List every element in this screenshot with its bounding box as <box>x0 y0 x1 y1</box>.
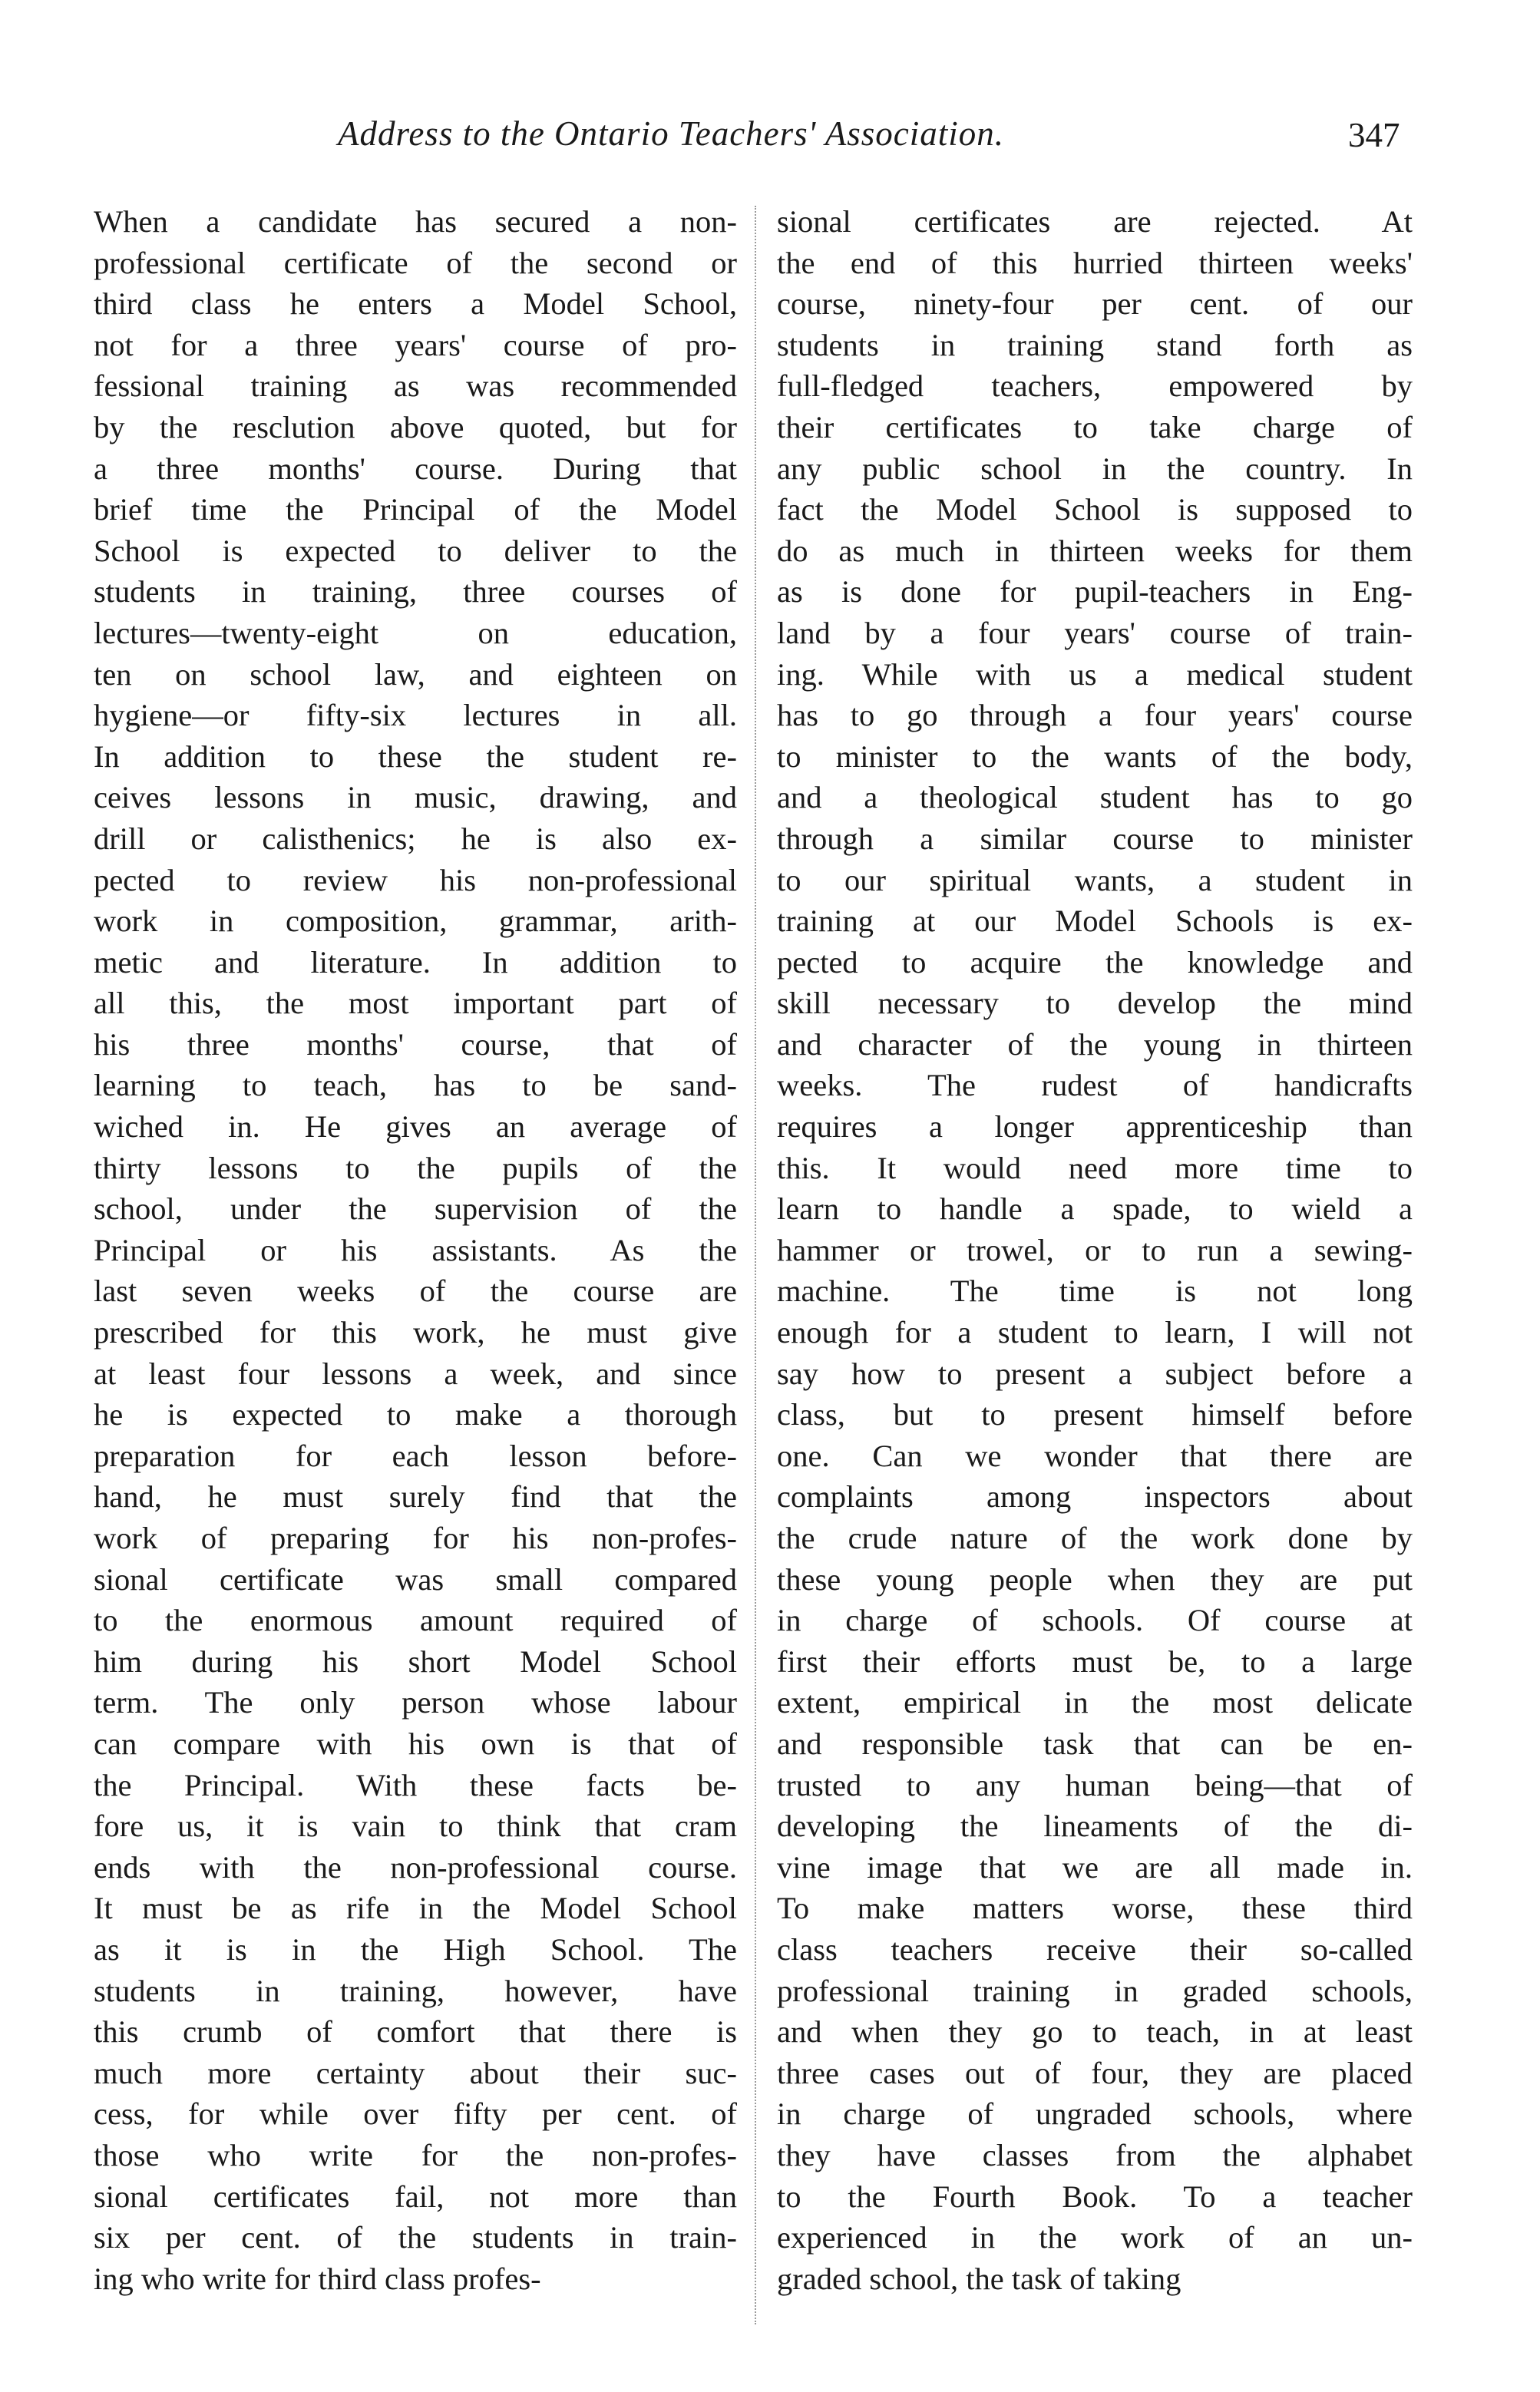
text-line: professional certificate of the second or <box>94 245 737 280</box>
text-line: enough for a student to learn, I will not <box>777 1315 1413 1350</box>
text-line: and when they go to teach, in at least <box>777 2014 1413 2050</box>
text-line: learning to teach, has to be sand- <box>94 1068 737 1103</box>
text-line: students in training, three courses of <box>94 574 737 610</box>
text-line: students in training stand forth as <box>777 327 1413 362</box>
text-line: term. The only person whose labour <box>94 1685 737 1720</box>
text-line: the end of this hurried thirteen weeks' <box>777 245 1413 280</box>
text-line: professional training in graded schools, <box>777 1973 1413 2008</box>
text-line: all this, the most important part of <box>94 986 737 1021</box>
text-line: metic and literature. In addition to <box>94 944 737 980</box>
text-line: drill or calisthenics; he is also ex- <box>94 821 737 856</box>
text-line: fore us, it is vain to think that cram <box>94 1809 737 1844</box>
text-line: not for a three years' course of pro- <box>94 327 737 362</box>
text-line: class, but to present himself before <box>777 1397 1413 1432</box>
text-line: ends with the non-professional course. <box>94 1849 737 1885</box>
text-line: in charge of ungraded schools, where <box>777 2096 1413 2132</box>
text-line: at least four lessons a week, and since <box>94 1356 737 1391</box>
text-line: fact the Model School is supposed to <box>777 492 1413 527</box>
text-line: ceives lessons in music, drawing, and <box>94 780 737 815</box>
text-line: ing who write for third class profes- <box>94 2261 541 2296</box>
left-text-column <box>94 201 737 2299</box>
text-line: When a candidate has secured a non- <box>94 204 737 239</box>
text-line: as is done for pupil-teachers in Eng- <box>777 574 1413 610</box>
text-line: school, under the supervision of the <box>94 1191 737 1227</box>
text-line: experienced in the work of an un- <box>777 2220 1413 2255</box>
text-line: sional certificate was small compared <box>94 1561 737 1597</box>
text-line: Principal or his assistants. As the <box>94 1232 737 1267</box>
text-line: students in training, however, have <box>94 1973 737 2008</box>
text-line: to the enormous amount required of <box>94 1603 737 1638</box>
text-line: class teachers receive their so-called <box>777 1931 1413 1967</box>
text-line: has to go through a four years' course <box>777 698 1413 733</box>
text-line: training at our Model Schools is ex- <box>777 904 1413 939</box>
text-line: their certificates to take charge of <box>777 409 1413 444</box>
text-line: prescribed for this work, he must give <box>94 1315 737 1350</box>
text-line: fessional training as was recommended <box>94 368 737 404</box>
text-line: third class he enters a Model School, <box>94 286 737 322</box>
text-line: his three months' course, that of <box>94 1026 737 1062</box>
text-line: him during his short Model School <box>94 1644 737 1679</box>
text-line: pected to review his non-professional <box>94 862 737 897</box>
page-number: 347 <box>1348 116 1400 154</box>
text-line: full-fledged teachers, empowered by <box>777 368 1413 404</box>
text-line: sional certificates fail, not more than <box>94 2179 737 2214</box>
text-line: six per cent. of the students in train- <box>94 2220 737 2255</box>
text-line: In addition to these the student re- <box>94 738 737 774</box>
text-line: to the Fourth Book. To a teacher <box>777 2179 1413 2214</box>
text-line: work of preparing for his non-profes- <box>94 1521 737 1555</box>
text-line: to minister to the wants of the body, <box>777 738 1413 774</box>
text-line: first their efforts must be, to a large <box>777 1644 1413 1679</box>
text-line: a three months' course. During that <box>94 451 737 486</box>
text-line: they have classes from the alphabet <box>777 2137 1413 2172</box>
text-line: this. It would need more time to <box>777 1150 1413 1185</box>
text-line: learn to handle a spade, to wield a <box>777 1191 1413 1227</box>
text-line: vine image that we are all made in. <box>777 1849 1413 1885</box>
text-line: hand, he must surely find that the <box>94 1479 737 1515</box>
text-line: to our spiritual wants, a student in <box>777 862 1413 897</box>
text-line: cess, for while over fifty per cent. of <box>94 2096 737 2132</box>
text-line: those who write for the non-profes- <box>94 2137 737 2172</box>
text-line: ten on school law, and eighteen on <box>94 656 737 692</box>
text-line: and a theological student has to go <box>777 780 1413 815</box>
text-line: last seven weeks of the course are <box>94 1274 737 1309</box>
text-line: and responsible task that can be en- <box>777 1726 1413 1761</box>
text-line: can compare with his own is that of <box>94 1726 737 1761</box>
text-line: sional certificates are rejected. At <box>777 204 1413 239</box>
text-line: through a similar course to minister <box>777 821 1413 856</box>
text-line: three cases out of four, they are placed <box>777 2055 1413 2090</box>
text-line: extent, empirical in the most delicate <box>777 1685 1413 1720</box>
text-line: machine. The time is not long <box>777 1274 1413 1309</box>
text-line: trusted to any human being—that of <box>777 1767 1413 1802</box>
text-line: graded school, the task of taking <box>777 2261 1181 2296</box>
column-divider <box>755 206 756 2324</box>
text-line: School is expected to deliver to the <box>94 533 737 568</box>
text-line: hammer or trowel, or to run a sewing- <box>777 1232 1413 1267</box>
text-line: he is expected to make a thorough <box>94 1397 737 1432</box>
text-line: do as much in thirteen weeks for them <box>777 533 1413 568</box>
text-line: the crude nature of the work done by <box>777 1521 1413 1555</box>
text-line: weeks. The rudest of handicrafts <box>777 1068 1413 1103</box>
text-line: To make matters worse, these third <box>777 1891 1413 1926</box>
text-line: this crumb of comfort that there is <box>94 2014 737 2050</box>
text-line: as it is in the High School. The <box>94 1931 737 1967</box>
text-line: brief time the Principal of the Model <box>94 492 737 527</box>
text-line: thirty lessons to the pupils of the <box>94 1150 737 1185</box>
text-line: any public school in the country. In <box>777 451 1413 486</box>
text-line: developing the lineaments of the di- <box>777 1809 1413 1844</box>
right-text-column <box>777 201 1413 2299</box>
text-line: one. Can we wonder that there are <box>777 1438 1413 1473</box>
text-line: wiched in. He gives an average of <box>94 1109 737 1145</box>
text-line: ing. While with us a medical student <box>777 656 1413 692</box>
text-line: and character of the young in thirteen <box>777 1026 1413 1062</box>
running-head: Address to the Ontario Teachers' Association. <box>338 114 1004 153</box>
text-line: by the resclution above quoted, but for <box>94 409 737 444</box>
text-line: work in composition, grammar, arith- <box>94 904 737 939</box>
text-line: land by a four years' course of train- <box>777 615 1413 650</box>
text-line: hygiene—or fifty-six lectures in all. <box>94 698 737 733</box>
text-line: preparation for each lesson before- <box>94 1438 737 1473</box>
text-line: these young people when they are put <box>777 1561 1413 1597</box>
text-line: much more certainty about their suc- <box>94 2055 737 2090</box>
text-line: requires a longer apprenticeship than <box>777 1109 1413 1145</box>
text-line: pected to acquire the knowledge and <box>777 944 1413 980</box>
text-line: skill necessary to develop the mind <box>777 986 1413 1021</box>
text-line: the Principal. With these facts be- <box>94 1767 737 1802</box>
text-line: course, ninety-four per cent. of our <box>777 286 1413 322</box>
text-line: say how to present a subject before a <box>777 1356 1413 1391</box>
text-line: It must be as rife in the Model School <box>94 1891 737 1926</box>
text-line: lectures—twenty-eight on education, <box>94 615 737 650</box>
text-line: in charge of schools. Of course at <box>777 1603 1413 1638</box>
text-line: complaints among inspectors about <box>777 1479 1413 1515</box>
